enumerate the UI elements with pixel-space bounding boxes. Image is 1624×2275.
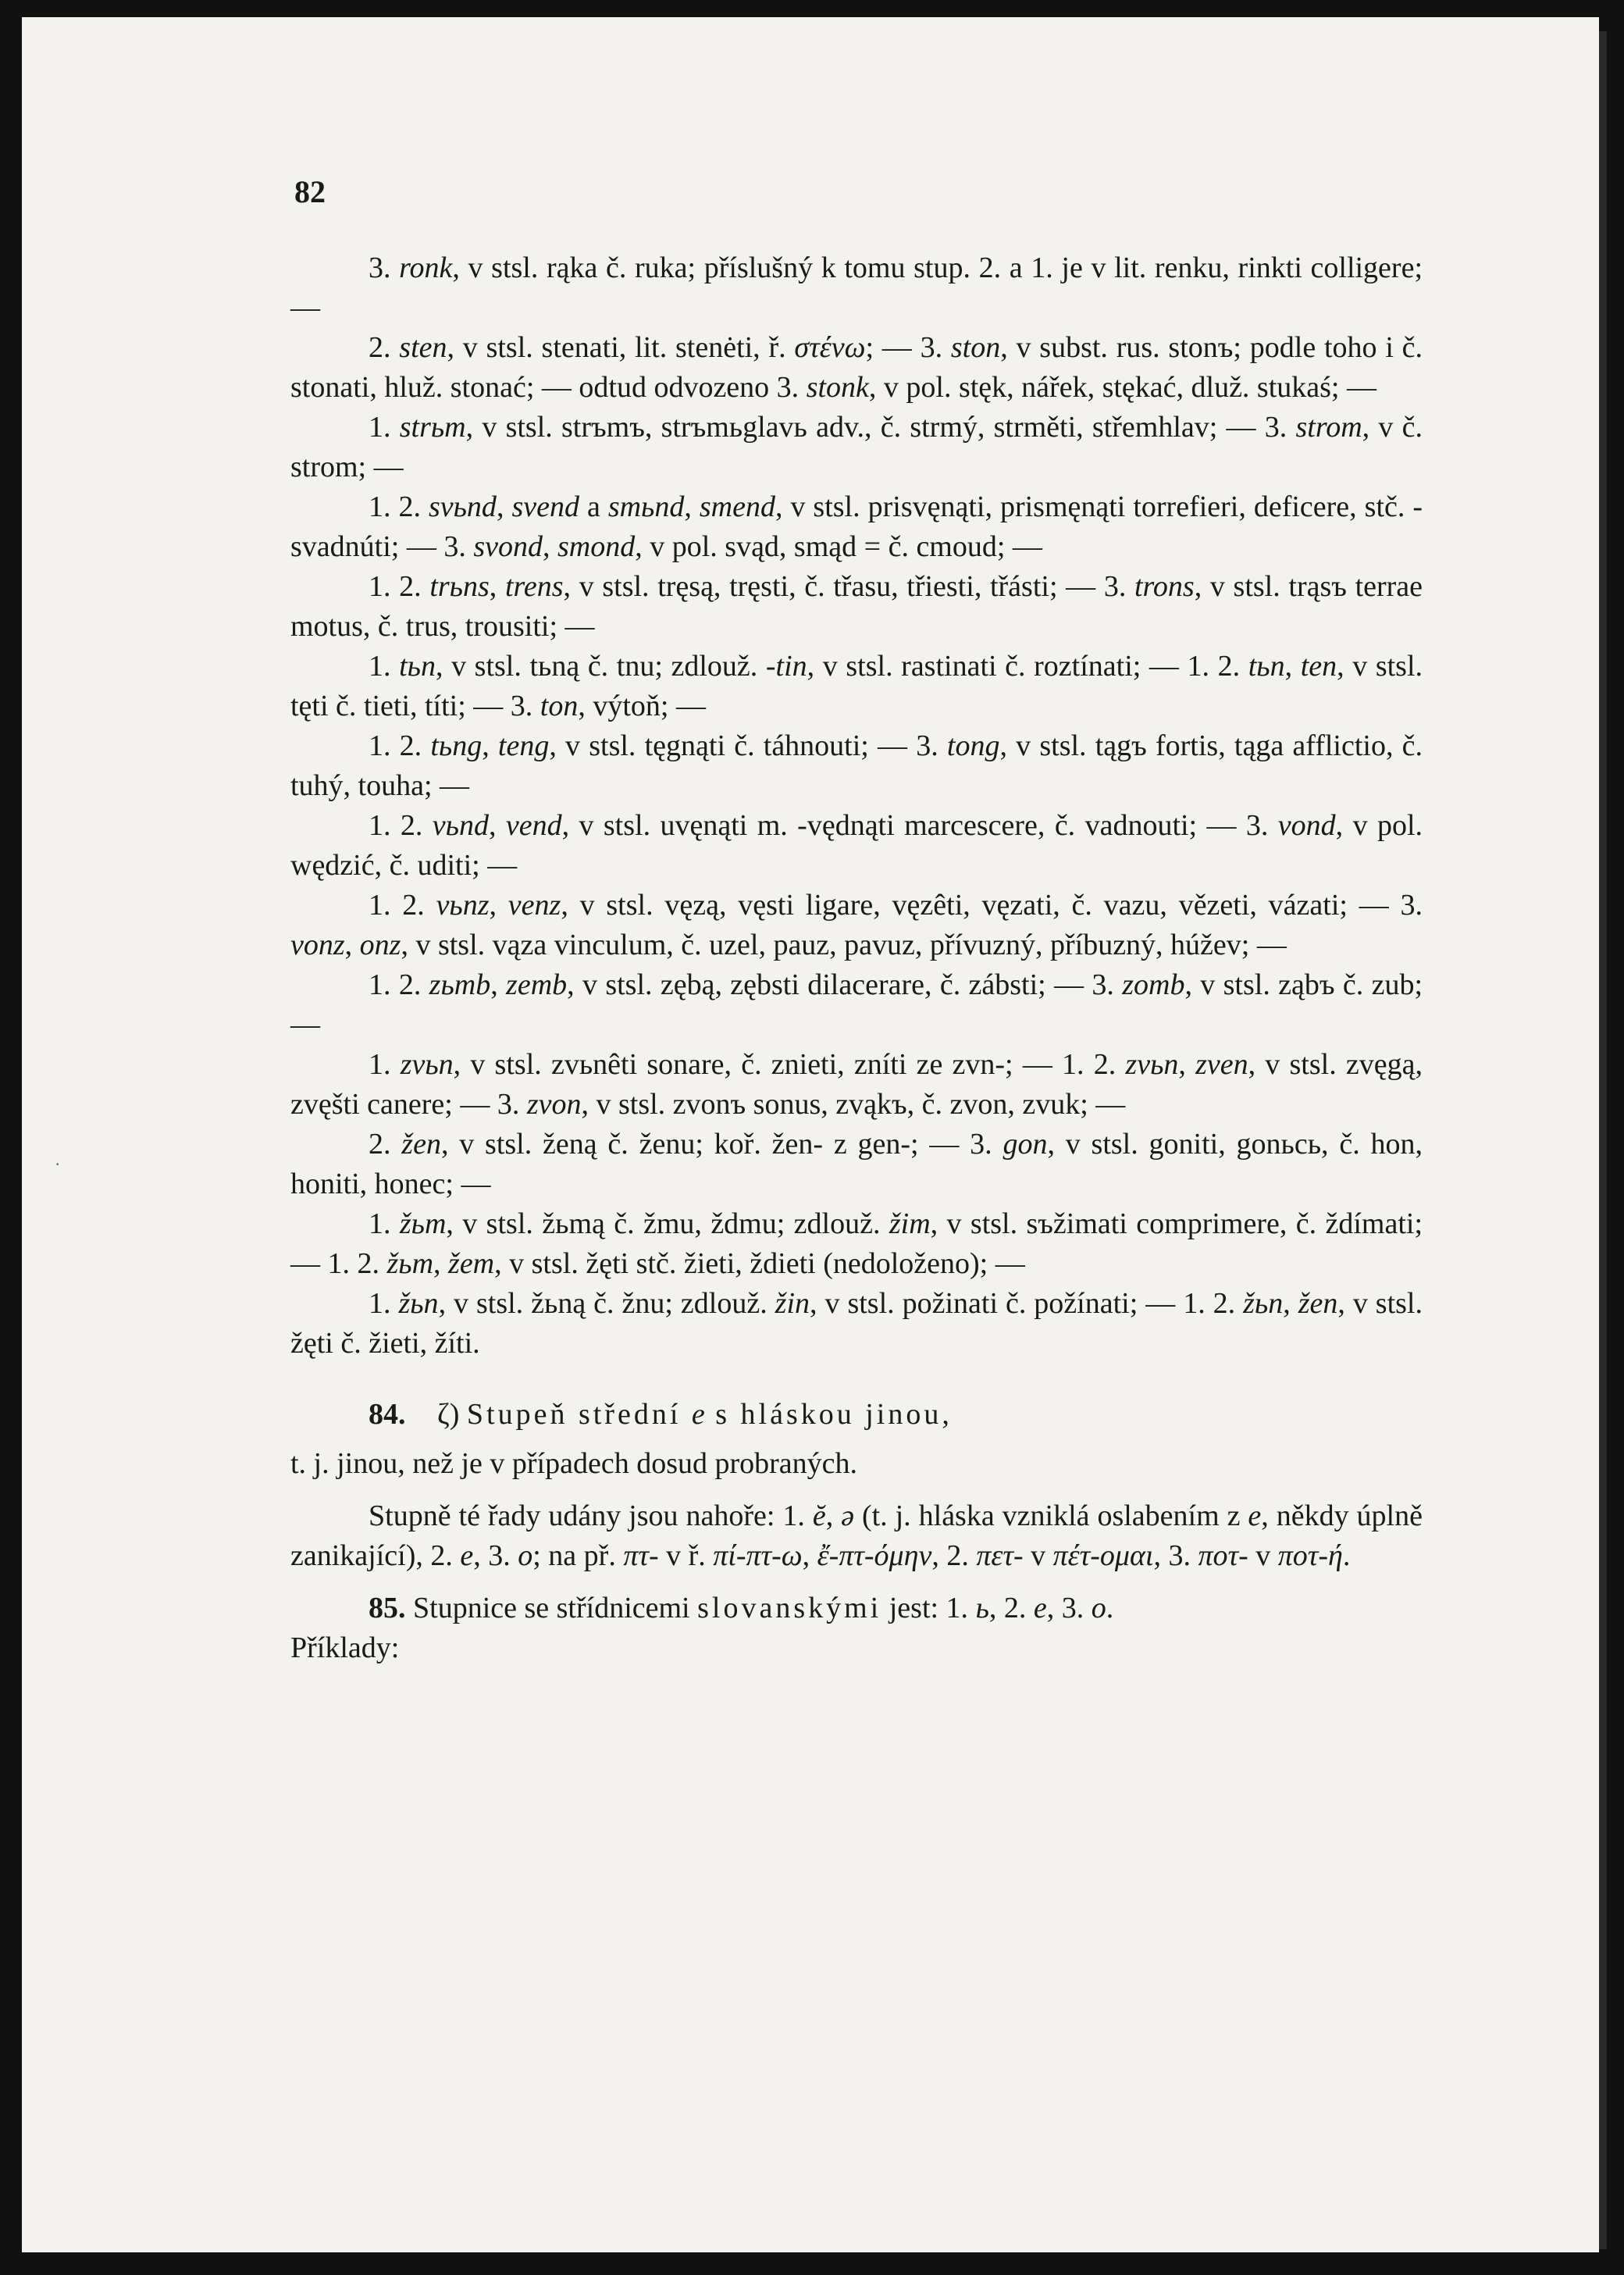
italic-term: πί-πτ-ω	[713, 1539, 803, 1572]
section-85-paragraph	[290, 1589, 1423, 1628]
italic-term: gon	[1003, 1128, 1048, 1161]
text-run: 2.	[369, 331, 400, 364]
italic-term: ten	[1300, 650, 1337, 683]
italic-term: žem	[448, 1247, 495, 1280]
text-run: , v stsl. stenati, lit. stenėti, ř.	[447, 331, 795, 364]
italic-term: žьm	[386, 1247, 434, 1280]
text-run: ,	[825, 1499, 842, 1532]
page-number: 82	[294, 174, 326, 209]
section-85-v1: ь	[975, 1592, 989, 1624]
text-run: 1.	[369, 1048, 401, 1081]
text-run: v ř.	[658, 1539, 714, 1572]
italic-term: zvьn	[1125, 1048, 1179, 1081]
italic-term: zemb	[506, 968, 568, 1001]
text-run: 2.	[369, 1128, 402, 1161]
margin-mark: ·	[55, 1154, 61, 1174]
text-run: (t. j. hláska vzniklá oslabením z	[854, 1499, 1248, 1532]
section-84-title-b: s hláskou jinou,	[704, 1398, 953, 1431]
text-run: ,	[802, 1539, 817, 1572]
text-run: 1.	[369, 411, 400, 444]
text-run: ,	[1178, 1048, 1196, 1081]
text-run: 1. 2.	[369, 809, 433, 842]
italic-term: trens	[504, 570, 564, 603]
etymology-paragraph-p13	[290, 1204, 1423, 1284]
text-run: , v stsl. trąsъ terrae motus, č. trus, trousiti; —	[290, 570, 1423, 643]
italic-term: vьnd	[432, 809, 489, 842]
section-85-v2: e	[1033, 1592, 1047, 1624]
italic-term: zomb	[1122, 968, 1185, 1001]
italic-term: πετ-	[976, 1539, 1024, 1572]
section-84-number: 84.	[369, 1398, 406, 1431]
italic-term: onz	[359, 929, 401, 961]
text-run: , v stsl. ząbъ č. zub; —	[290, 968, 1423, 1041]
text-run: , v pol. stęk, nářek, stękać, dluž. stukaś; —	[868, 371, 1376, 404]
text-run: v	[1248, 1539, 1278, 1572]
italic-term: ποτ-ή	[1277, 1539, 1343, 1572]
text-run: , v stsl. strъmъ, strъmьglavь adv., č. strmý, strměti, střemhlav; — 3.	[465, 411, 1296, 444]
text-run: ; na př.	[532, 1539, 624, 1572]
text-run: ,	[542, 530, 557, 563]
section-85-end: .	[1106, 1592, 1114, 1624]
section-85-v3: o	[1091, 1592, 1106, 1624]
text-run: ,	[490, 968, 507, 1001]
text-run: , někdy úplně zanikající), 2.	[290, 1499, 1423, 1572]
text-run: , v stsl. uvęnąti m. -vędnąti marcescere, č. vadnouti; — 3.	[561, 809, 1278, 842]
italic-term: vonz	[290, 929, 345, 961]
text-run: ,	[1284, 650, 1301, 683]
italic-term: tong	[946, 729, 1000, 762]
italic-term: ə	[841, 1499, 855, 1532]
section-85-text-spaced: slovanskými	[697, 1592, 882, 1624]
italic-term: tьng	[430, 729, 483, 762]
text-run: a	[579, 490, 608, 523]
italic-term: žin	[775, 1287, 810, 1320]
text-run: , 3.	[473, 1539, 518, 1572]
text-run: ,	[489, 889, 508, 922]
italic-term: teng	[497, 729, 550, 762]
text-run: ,	[496, 490, 512, 523]
text-run: ,	[433, 1247, 449, 1280]
italic-term: tьn	[1248, 650, 1285, 683]
text-run: , v stsl. ženą č. ženu; koř. žen- z gen-; — 3.	[440, 1128, 1003, 1161]
text-run: 1.	[369, 1207, 400, 1240]
italic-term: tьn	[399, 650, 436, 683]
section-84-title-a: Stupeň střední	[466, 1398, 692, 1431]
text-run: ,	[482, 729, 498, 762]
etymology-paragraph-p8	[290, 806, 1423, 886]
text-run: 1. 2.	[369, 729, 431, 762]
italic-term: e	[1248, 1499, 1262, 1532]
text-run: v	[1023, 1539, 1053, 1572]
italic-term: smond	[557, 530, 636, 563]
italic-term: πέτ-ομαι	[1052, 1539, 1154, 1572]
italic-term: žim	[889, 1207, 931, 1240]
section-85-text-a: Stupnice se střídnicemi	[405, 1592, 698, 1624]
page-edge	[1599, 31, 1607, 2249]
italic-term: žьn	[1243, 1287, 1284, 1320]
italic-term: trons	[1134, 570, 1195, 603]
text-run: 1.	[369, 1287, 399, 1320]
text-run: , v stsl. tęti č. tieti, títi; — 3.	[290, 650, 1423, 722]
text-run: , výtoň; —	[578, 690, 706, 722]
text-run: , v č. strom; —	[290, 411, 1423, 483]
italic-term: strьm	[399, 411, 466, 444]
italic-term: svend	[511, 490, 579, 523]
section-84-paragraph	[290, 1496, 1423, 1576]
text-run: , v stsl. zvęgą, zvęšti canere; — 3.	[290, 1048, 1423, 1121]
etymology-paragraph-p2	[290, 328, 1423, 408]
italic-term: zvьn	[400, 1048, 454, 1081]
italic-term: žen	[401, 1128, 441, 1161]
italic-term: vend	[505, 809, 562, 842]
etymology-paragraph-p14	[290, 1284, 1423, 1364]
text-run: , v stsl. žęti stč. žieti, ždieti (nedoloženo); —	[494, 1247, 1025, 1280]
text-run: , v stsl. zvьnêti sonare, č. znieti, zníti ze zvn-; — 1. 2.	[453, 1048, 1126, 1081]
text-run: , v stsl. tągъ fortis, tąga afflictio, č. tuhý, touha; —	[290, 729, 1423, 802]
italic-term: ἔ-πτ-όμην	[817, 1539, 932, 1572]
text-run: , v stsl. zębą, zębsti dilacerare, č. zábsti; — 3.	[567, 968, 1123, 1001]
italic-term: žen	[1298, 1287, 1338, 1320]
section-84-prefix: ζ)	[437, 1398, 467, 1431]
text-run: 1. 2.	[369, 490, 429, 523]
italic-term: svьnd	[428, 490, 497, 523]
text-run: , v stsl. sъžimati comprimere, č. ždímati; — 1. 2.	[290, 1207, 1423, 1280]
italic-term: ronk	[399, 251, 453, 284]
italic-term: zvon	[526, 1088, 582, 1121]
section-84-heading	[290, 1395, 1423, 1435]
italic-term: -tin	[765, 650, 807, 683]
text-run: , v stsl. tęgnąti č. táhnouti; — 3.	[549, 729, 947, 762]
etymology-paragraph-p9	[290, 886, 1423, 965]
text-run: .	[1342, 1539, 1351, 1572]
text-run: , v stsl. požinati č. požínati; — 1. 2.	[810, 1287, 1244, 1320]
text-run: , v stsl. žьmą č. žmu, ždmu; zdlouž.	[446, 1207, 889, 1240]
etymology-paragraph-p6	[290, 647, 1423, 726]
section-85-number: 85.	[369, 1592, 406, 1624]
body-text	[290, 248, 1423, 1668]
text-run: , v subst. rus. stonъ; podle toho i č. stonati, hluž. stonać; — odtud odvozeno 3.	[290, 331, 1423, 404]
section-84-continuation: t. j. jinou, než je v případech dosud probraných.	[290, 1447, 858, 1480]
italic-term: ston	[950, 331, 1001, 364]
italic-term: ποτ-	[1198, 1539, 1248, 1572]
italic-term: e	[460, 1539, 474, 1572]
text-run: , v stsl. zvonъ sonus, zvąkъ, č. zvon, zvuk; —	[581, 1088, 1126, 1121]
etymology-paragraph-p4	[290, 487, 1423, 567]
etymology-paragraph-p10	[290, 965, 1423, 1045]
section-85-examples-label: Příklady:	[290, 1631, 400, 1664]
etymology-paragraph-p7	[290, 726, 1423, 806]
section-85-text-b: jest: 1.	[881, 1592, 976, 1624]
text-run: , v stsl. prisvęnąti, prismęnąti torrefieri, deficere, stč. -svadnúti; — 3.	[290, 490, 1423, 563]
italic-term: o	[518, 1539, 533, 1572]
italic-term: smьnd	[607, 490, 685, 523]
text-run: , v pol. svąd, smąd = č. cmoud; —	[635, 530, 1042, 563]
text-run: 1.	[369, 650, 400, 683]
text-run: , v stsl. goniti, gonьcь, č. hon, honiti, honec; —	[290, 1128, 1423, 1200]
text-run: 1. 2.	[369, 570, 430, 603]
italic-term: trьns	[429, 570, 490, 603]
italic-term: zven	[1195, 1048, 1248, 1081]
italic-term: ĕ	[812, 1499, 826, 1532]
italic-term: vьnz	[436, 889, 490, 922]
italic-term: venz	[508, 889, 561, 922]
text-run: Stupně té řady udány jsou nahoře: 1.	[369, 1499, 813, 1532]
text-run: , 3.	[1153, 1539, 1198, 1572]
text-run: , v stsl. tьną č. tnu; zdlouž.	[435, 650, 766, 683]
section-85-s2: , 2.	[988, 1592, 1034, 1624]
etymology-paragraph-p3	[290, 408, 1423, 487]
etymology-paragraph-p1	[290, 248, 1423, 328]
text-run: ; — 3.	[865, 331, 951, 364]
italic-term: sten	[399, 331, 447, 364]
italic-term: strom	[1295, 411, 1362, 444]
text-run: , v stsl. žęti č. žieti, žíti.	[290, 1287, 1423, 1360]
italic-term: πτ-	[623, 1539, 659, 1572]
etymology-paragraph-p12	[290, 1125, 1423, 1204]
etymology-paragraph-p5	[290, 567, 1423, 647]
italic-term: žьm	[399, 1207, 447, 1240]
italic-term: zьmb	[429, 968, 491, 1001]
etymology-paragraphs	[290, 248, 1423, 1364]
text-run: , v pol. wędzić, č. uditi; —	[290, 809, 1423, 882]
text-run: 1. 2.	[369, 968, 429, 1001]
etymology-paragraph-p11	[290, 1045, 1423, 1125]
text-run: ,	[488, 809, 506, 842]
text-run: , v stsl. tręsą, tręsti, č. třasu, třiesti, třásti; — 3.	[563, 570, 1134, 603]
text-run: 1. 2.	[369, 889, 436, 922]
text-run: , v stsl. rastinati č. roztínati; — 1. 2.	[807, 650, 1248, 683]
italic-term: žьn	[398, 1287, 439, 1320]
text-run: , v stsl. žьną č. žnu; zdlouž.	[438, 1287, 775, 1320]
italic-term: ton	[540, 690, 579, 722]
text-run: ,	[344, 929, 360, 961]
text-run: , v stsl. vąza vinculum, č. uzel, pauz, pavuz, přívuzný, příbuzný, húžev; —	[401, 929, 1287, 961]
italic-term: stonk	[806, 371, 869, 404]
italic-term: vond	[1277, 809, 1336, 842]
text-run: , v stsl. rąka č. ruka; příslušný k tomu stup. 2. a 1. je v lit. renku, rinkti colligere; —	[290, 251, 1423, 324]
text-run: ,	[684, 490, 700, 523]
italic-term: svond	[473, 530, 543, 563]
text-run: 3.	[369, 251, 400, 284]
section-84-title-e: e	[691, 1398, 705, 1431]
italic-term: στένω	[794, 331, 866, 364]
text-run: , 2.	[931, 1539, 977, 1572]
italic-term: smend	[699, 490, 775, 523]
text-run: ,	[1283, 1287, 1298, 1320]
section-85-s3: , 3.	[1046, 1592, 1092, 1624]
text-run: ,	[489, 570, 505, 603]
text-run: , v stsl. vęzą, vęsti ligare, vęzêti, vęzati, č. vazu, vězeti, vázati; — 3.	[561, 889, 1423, 922]
